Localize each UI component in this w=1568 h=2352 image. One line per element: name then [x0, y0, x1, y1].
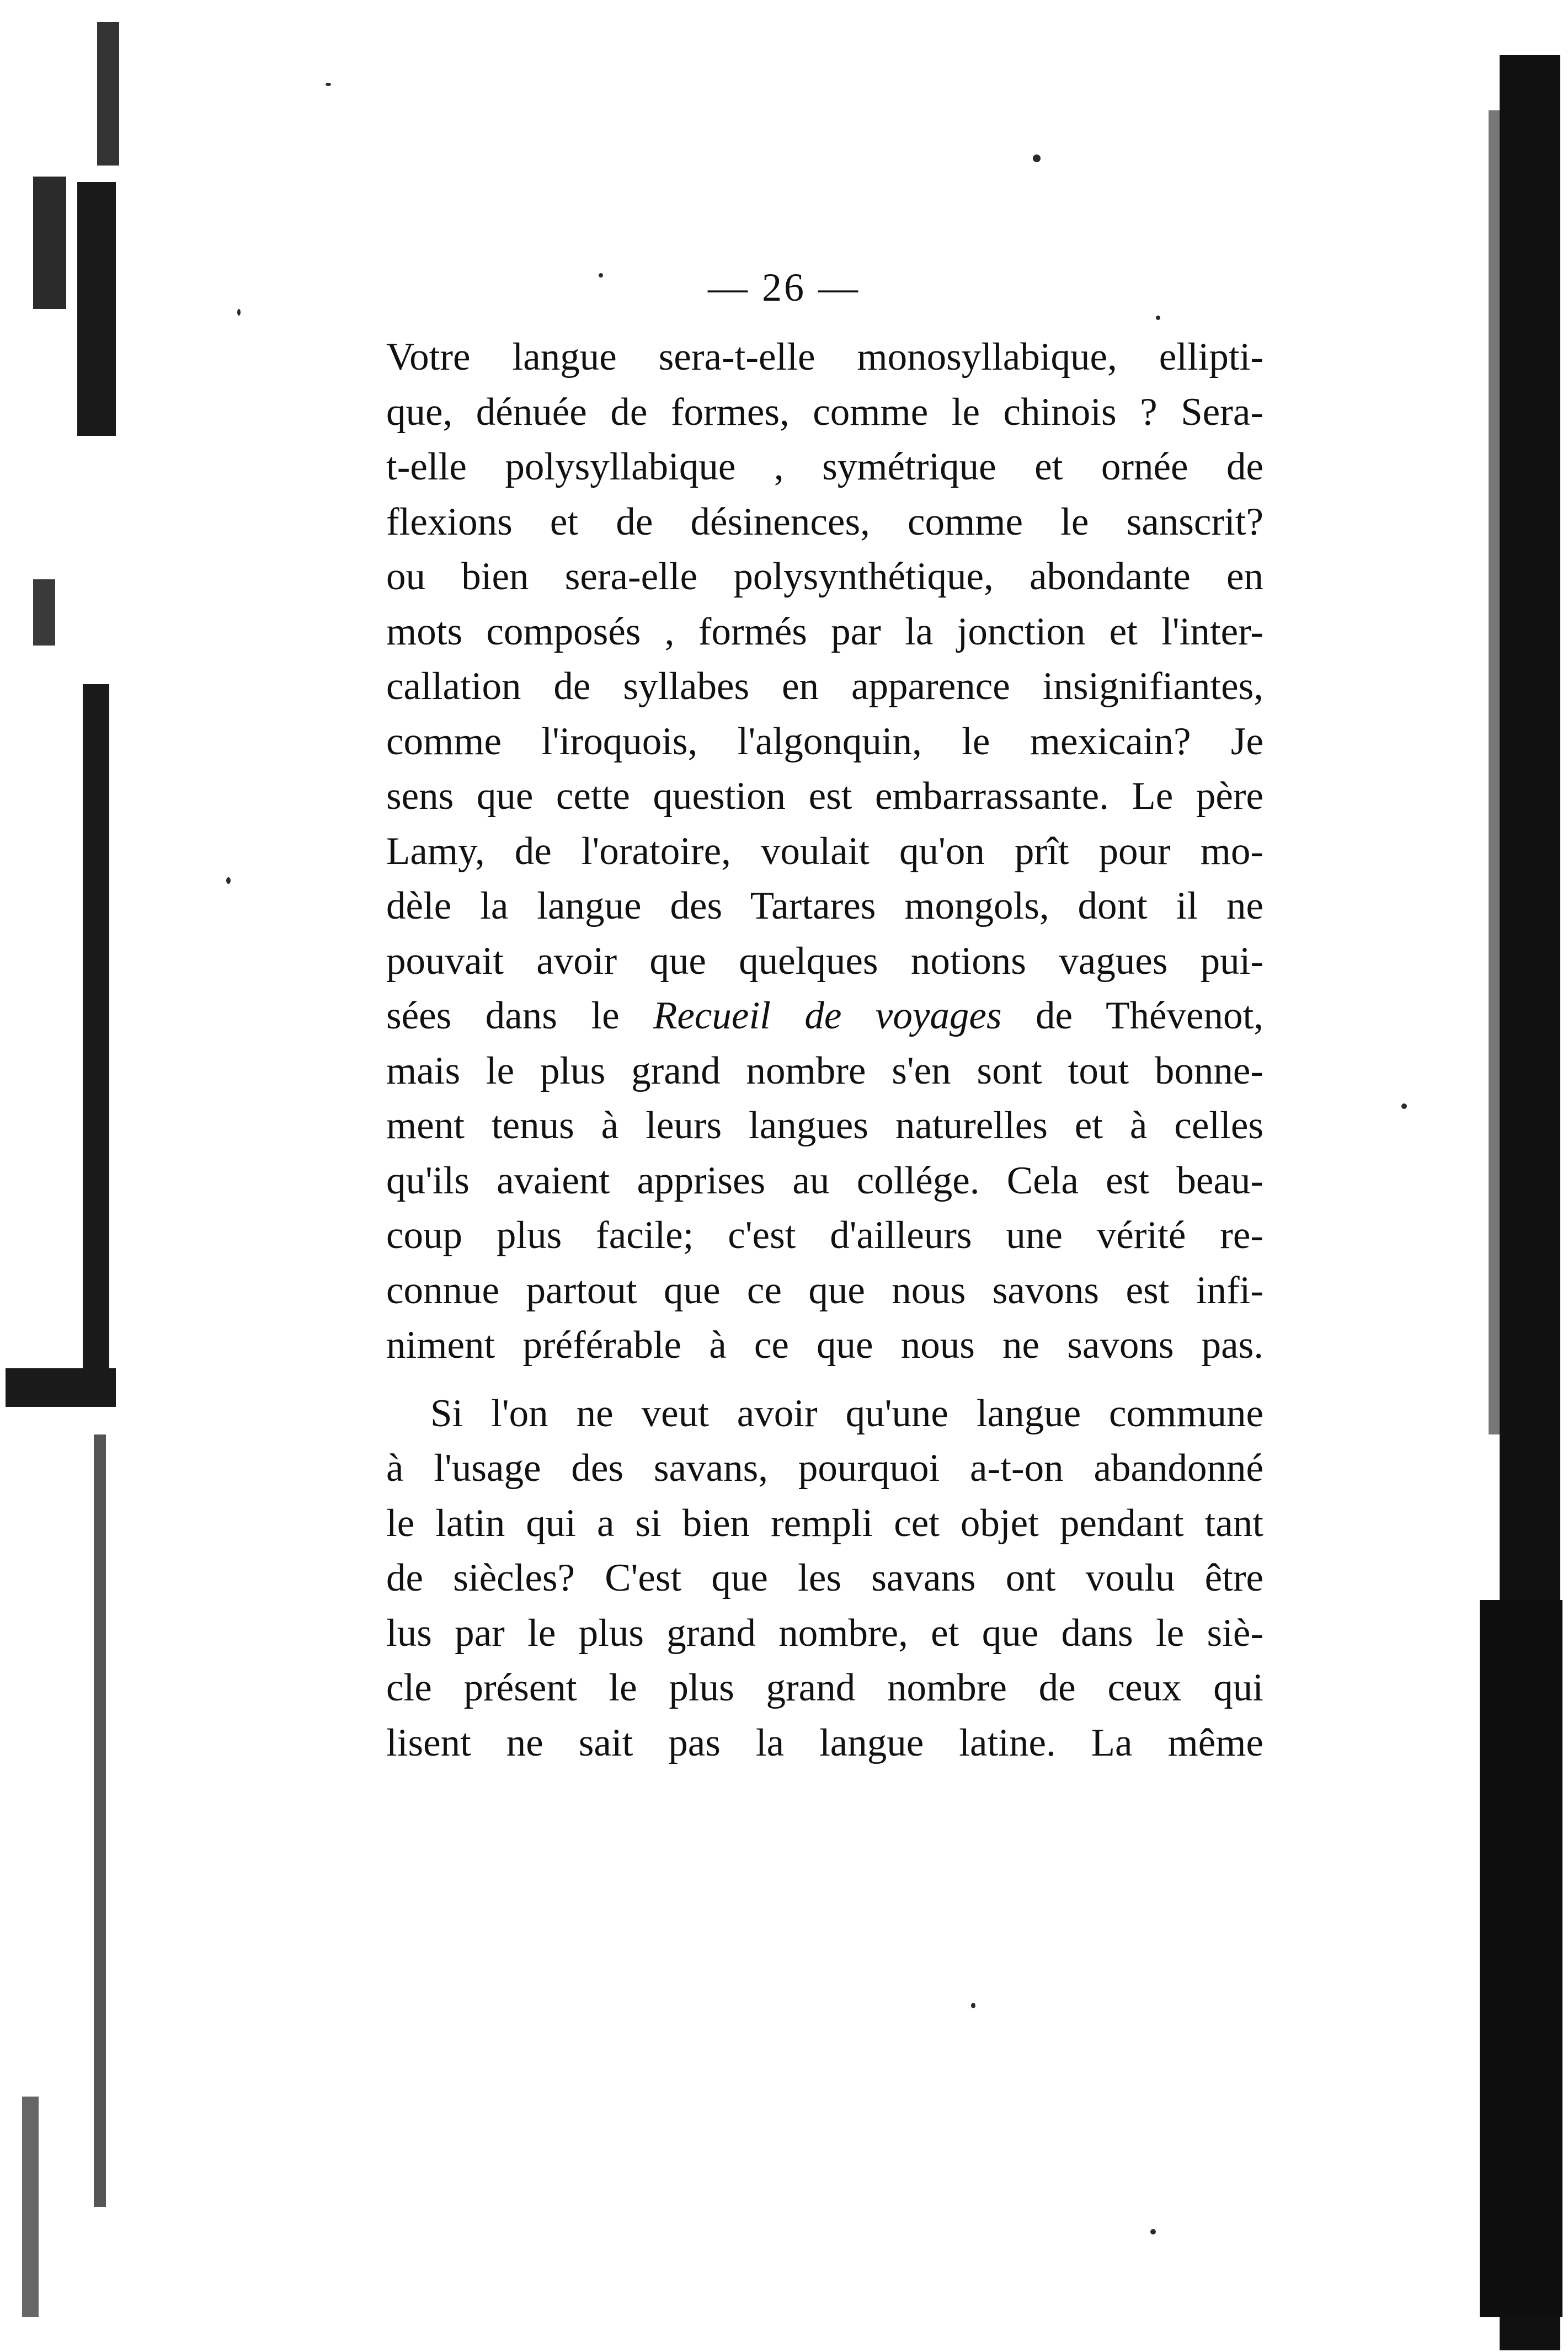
scan-speck [1033, 154, 1041, 162]
text-line: ou bien sera-elle polysynthétique, abondante en [386, 555, 1263, 598]
text-line: à l'usage des savans, pourquoi a-t-on abandonné [386, 1447, 1263, 1490]
text-line: niment préférable à ce que nous ne savons pas. [386, 1324, 1263, 1367]
scan-speck [226, 877, 231, 884]
text-line: pouvait avoir que quelques notions vagues pui- [386, 939, 1263, 983]
italic-book-title: Recueil de voyages [653, 994, 1002, 1037]
text-line: flexions et de désinences, comme le sanscrit? [386, 500, 1263, 543]
scan-speck [1156, 316, 1160, 320]
text-line: cle présent le plus grand nombre de ceux qui [386, 1666, 1263, 1709]
text-line-with-italic-title [386, 989, 1263, 1044]
right-page-edge [1402, 0, 1568, 2352]
text-line: mots composés , formés par la jonction et l'inter- [386, 610, 1263, 653]
text-run: de Thévenot, [1001, 994, 1263, 1037]
scan-speck [1401, 1103, 1407, 1109]
paragraph-2 [386, 1386, 1263, 1771]
text-line: dèle la langue des Tartares mongols, dont il ne [386, 884, 1263, 927]
text-line: de siècles? C'est que les savans ont voulu être [386, 1556, 1263, 1599]
paragraph-gap [386, 1373, 1263, 1386]
scan-speck [326, 83, 331, 86]
text-line: que, dénuée de formes, comme le chinois ? Sera- [386, 390, 1263, 434]
text-line: callation de syllabes en apparence insignifiantes, [386, 665, 1263, 708]
text-line: sens que cette question est embarrassante. Le père [386, 775, 1263, 818]
text-line: le latin qui a si bien rempli cet objet pendant tant [386, 1501, 1263, 1545]
text-line: lisent ne sait pas la langue latine. La même [386, 1721, 1263, 1764]
left-binding-edge [0, 0, 132, 2352]
scan-speck [1150, 2229, 1156, 2234]
text-line: qu'ils avaient apprises au collége. Cela est beau- [386, 1159, 1263, 1202]
text-line: Votre langue sera-t-elle monosyllabique, ellipti- [386, 335, 1263, 378]
text-line: coup plus facile; c'est d'ailleurs une vérité re- [386, 1214, 1263, 1257]
body-text [386, 330, 1263, 1770]
text-line: comme l'iroquois, l'algonquin, le mexicain? Je [386, 719, 1263, 763]
text-line: Lamy, de l'oratoire, voulait qu'on prît pour mo- [386, 829, 1263, 873]
text-line: connue partout que ce que nous savons est infi- [386, 1268, 1263, 1312]
paragraph-1 [386, 330, 1263, 1373]
text-line: ment tenus à leurs langues naturelles et à celles [386, 1104, 1263, 1147]
text-line: t-elle polysyllabique , symétrique et ornée de [386, 445, 1263, 488]
scan-speck [971, 2003, 975, 2008]
text-line: Si l'on ne veut avoir qu'une langue commune [430, 1391, 1263, 1435]
page-number-text: — 26 — [708, 265, 860, 310]
text-line: mais le plus grand nombre s'en sont tout bonne- [386, 1049, 1263, 1092]
page-number [0, 265, 1568, 311]
text-line: lus par le plus grand nombre, et que dans le siè- [386, 1611, 1263, 1655]
text-run: sées dans le [386, 994, 654, 1037]
